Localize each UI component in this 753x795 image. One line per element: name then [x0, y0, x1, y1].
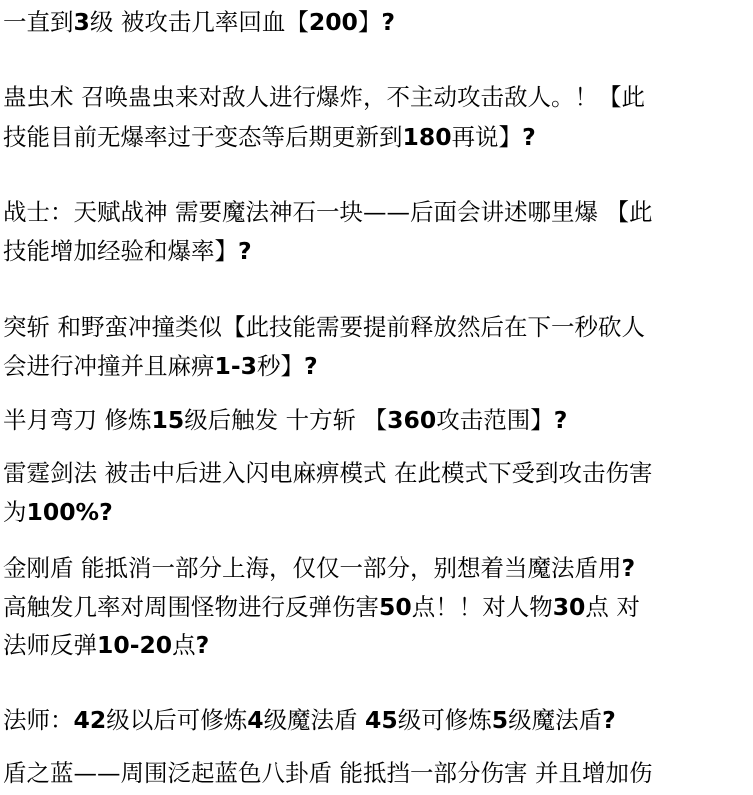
paragraph-7-line-1: 金刚盾 能抵消一部分上海，仅仅一部分，别想着当魔法盾用?	[3, 554, 636, 582]
paragraph-5-line-1: 半月弯刀 修炼15级后触发 十方斩 【360攻击范围】?	[3, 406, 568, 434]
paragraph-8-line-1: 法师：42级以后可修炼4级魔法盾 45级可修炼5级魔法盾?	[3, 706, 616, 734]
paragraph-6-line-2: 为100%?	[3, 498, 113, 526]
paragraph-1-line-1: 一直到3级 被攻击几率回血【200】?	[3, 8, 396, 36]
paragraph-3-line-2: 技能增加经验和爆率】?	[3, 237, 252, 265]
paragraph-7-line-3: 法师反弹10-20点?	[3, 631, 210, 659]
paragraph-9-line-1: 盾之蓝——周围泛起蓝色八卦盾 能抵挡一部分伤害 并且增加伤	[3, 759, 653, 787]
paragraph-7-line-2: 高触发几率对周围怪物进行反弹伤害50点！！对人物30点 对	[3, 593, 640, 621]
paragraph-6-line-1: 雷霆剑法 被击中后进入闪电麻痹模式 在此模式下受到攻击伤害	[3, 459, 653, 487]
paragraph-2-line-2: 技能目前无爆率过于变态等后期更新到180再说】?	[3, 123, 536, 151]
paragraph-4-line-1: 突斩 和野蛮冲撞类似【此技能需要提前释放然后在下一秒砍人	[3, 313, 645, 341]
paragraph-4-line-2: 会进行冲撞并且麻痹1-3秒】?	[3, 352, 318, 380]
paragraph-3-line-1: 战士：天赋战神 需要魔法神石一块——后面会讲述哪里爆 【此	[3, 198, 653, 226]
paragraph-2-line-1: 蛊虫术 召唤蛊虫来对敌人进行爆炸，不主动攻击敌人。！【此	[3, 83, 645, 111]
